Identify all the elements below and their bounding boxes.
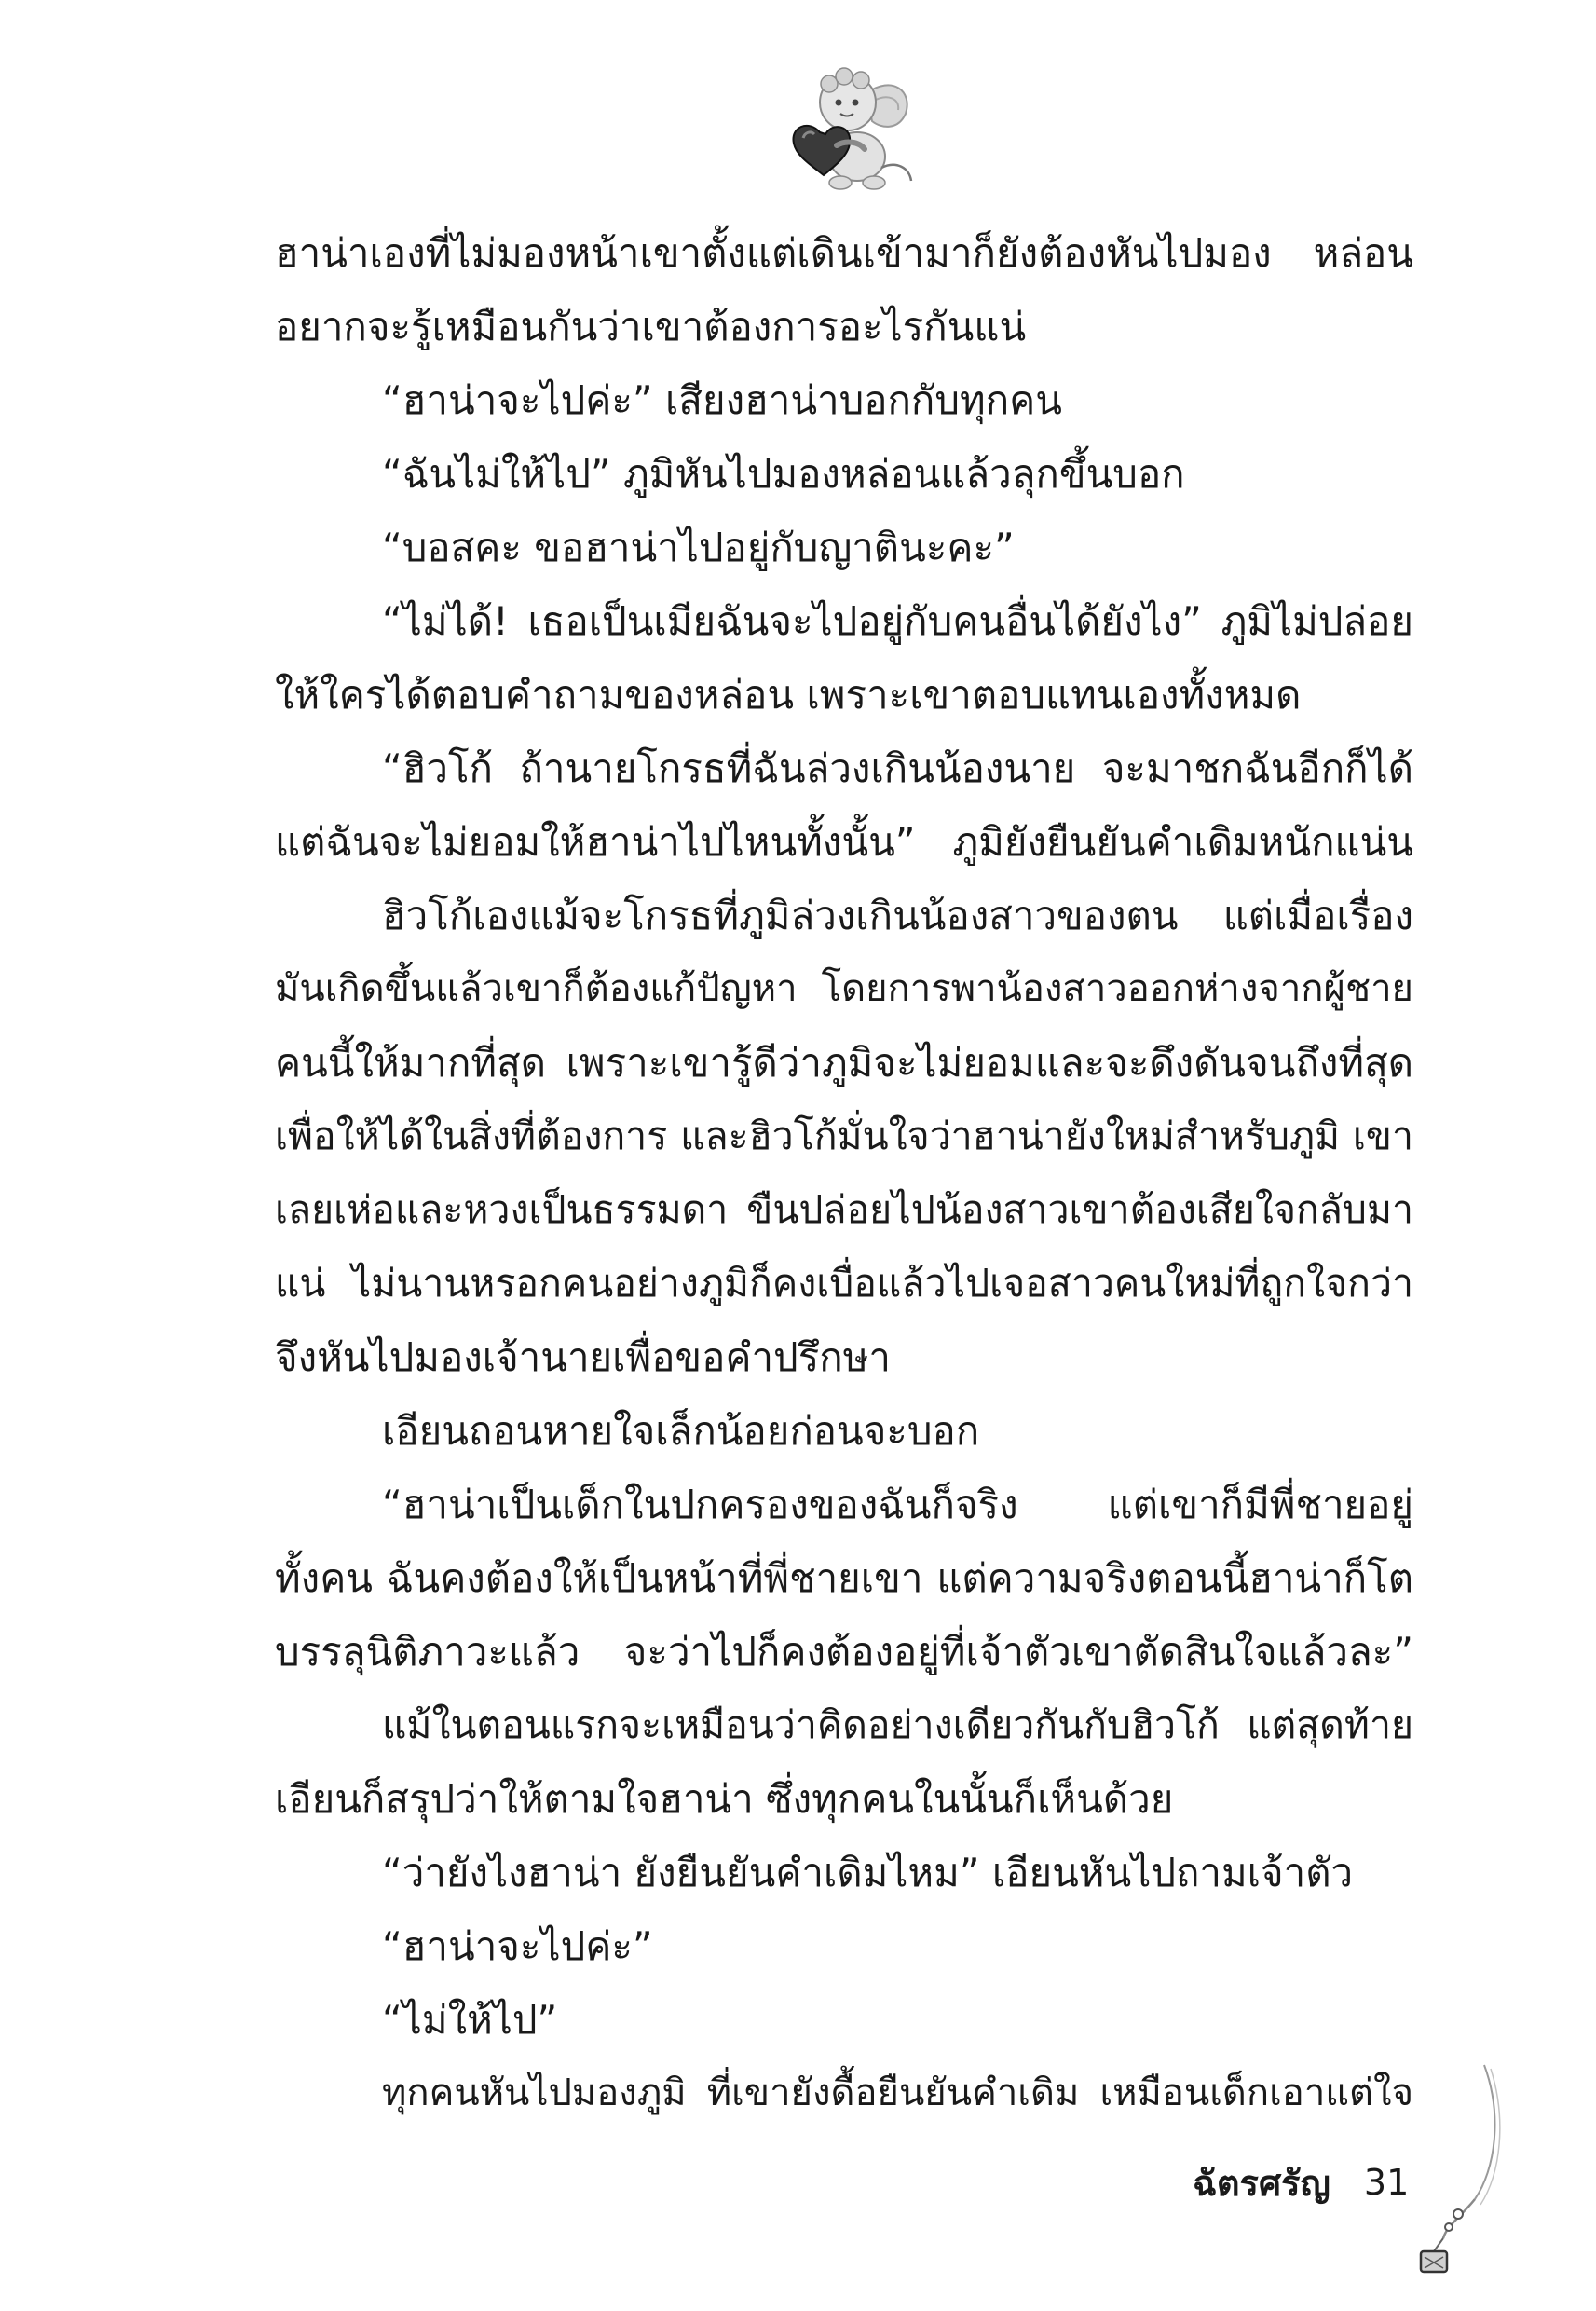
page-number: 31 xyxy=(1363,2162,1410,2203)
text-line: ฮาน่าเองที่ไม่มองหน้าเขาตั้งแต่เดินเข้ามาก็ยังต้องหันไปมอง หล่อน xyxy=(275,230,1413,276)
story-text xyxy=(275,216,1413,2130)
text-line: บรรลุนิติภาวะแล้ว จะว่าไปก็คงต้องอยู่ที่เจ้าตัวเขาตัดสินใจแล้วละ” xyxy=(275,1629,1413,1675)
text-line: “ฮาน่าจะไปค่ะ” xyxy=(382,1923,653,1969)
text-line: เลยเห่อและหวงเป็นธรรมดา ขืนปล่อยไปน้องสาวเขาต้องเสียใจกลับมา xyxy=(275,1187,1413,1232)
text-line: “ฮาน่าเป็นเด็กในปกครองของฉันก็จริง แต่เขาก็มีพี่ชายอยู่ xyxy=(382,1482,1413,1527)
text-line: “ฉันไม่ให้ไป” ภูมิหันไปมองหล่อนแล้วลุกขึ้นบอก xyxy=(382,451,1185,497)
text-line: มันเกิดขึ้นแล้วเขาก็ต้องแก้ปัญหา โดยการพาน้องสาวออกห่างจากผู้ชาย xyxy=(275,967,1413,1010)
text-line: “บอสคะ ขอฮาน่าไปอยู่กับญาตินะคะ” xyxy=(382,525,1015,570)
text-line: เอียนก็สรุปว่าให้ตามใจฮาน่า ซึ่งทุกคนในนั้นก็เห็นด้วย xyxy=(275,1776,1174,1822)
text-line: ฮิวโก้เองแม้จะโกรธที่ภูมิล่วงเกินน้องสาวของตน แต่เมื่อเรื่อง xyxy=(382,893,1413,938)
text-line: เพื่อให้ได้ในสิ่งที่ต้องการ และฮิวโก้มั่นใจว่าฮาน่ายังใหม่สำหรับภูมิ เขา xyxy=(275,1114,1413,1158)
text-line: “ไม่ได้! เธอเป็นเมียฉันจะไปอยู่กับคนอื่นได้ยังไง” ภูมิไม่ปล่อย xyxy=(382,598,1413,644)
text-line: “ไม่ให้ไป” xyxy=(382,1997,558,2043)
text-line: จึงหันไปมองเจ้านายเพื่อขอคำปรึกษา xyxy=(275,1334,891,1380)
book-title: ฉัตรศรัญ xyxy=(1193,2162,1330,2204)
necklace-pendant-icon xyxy=(1402,2059,1505,2292)
text-line: ทั้งคน ฉันคงต้องให้เป็นหน้าที่พี่ชายเขา แต่ความจริงตอนนี้ฮาน่าก็โต xyxy=(275,1555,1413,1601)
text-line: “ฮาน่าจะไปค่ะ” เสียงฮาน่าบอกกับทุกคน xyxy=(382,377,1062,423)
text-line: แม้ในตอนแรกจะเหมือนว่าคิดอย่างเดียวกันกับฮิวโก้ แต่สุดท้าย xyxy=(382,1702,1413,1747)
text-line: เอียนถอนหายใจเล็กน้อยก่อนจะบอก xyxy=(382,1408,980,1454)
text-line: แต่ฉันจะไม่ยอมให้ฮาน่าไปไหนทั้งนั้น” ภูมิยังยืนยันคำเดิมหนักแน่น xyxy=(275,819,1413,865)
text-line: แน่ ไม่นานหรอกคนอย่างภูมิก็คงเบื่อแล้วไปเจอสาวคนใหม่ที่ถูกใจกว่า xyxy=(275,1261,1413,1306)
text-line: คนนี้ให้มากที่สุด เพราะเขารู้ดีว่าภูมิจะไม่ยอมและจะดึงดันจนถึงที่สุด xyxy=(275,1040,1413,1086)
text-line: อยากจะรู้เหมือนกันว่าเขาต้องการอะไรกันแน่ xyxy=(275,304,1027,349)
text-line: ทุกคนหันไปมองภูมิ ที่เขายังดื้อยืนยันคำเดิม เหมือนเด็กเอาแต่ใจ xyxy=(382,2072,1413,2114)
text-line: “ฮิวโก้ ถ้านายโกรธที่ฉันล่วงเกินน้องนาย จะมาชกฉันอีกก็ได้ xyxy=(382,745,1413,791)
text-line: “ว่ายังไงฮาน่า ยังยืนยันคำเดิมไหม” เอียนหันไปถามเจ้าตัว xyxy=(382,1850,1354,1895)
cherub-with-heart-icon xyxy=(781,56,921,196)
page-footer xyxy=(1193,2154,1410,2210)
text-line: ให้ใครได้ตอบคำถามของหล่อน เพราะเขาตอบแทนเองทั้งหมด xyxy=(275,672,1302,718)
